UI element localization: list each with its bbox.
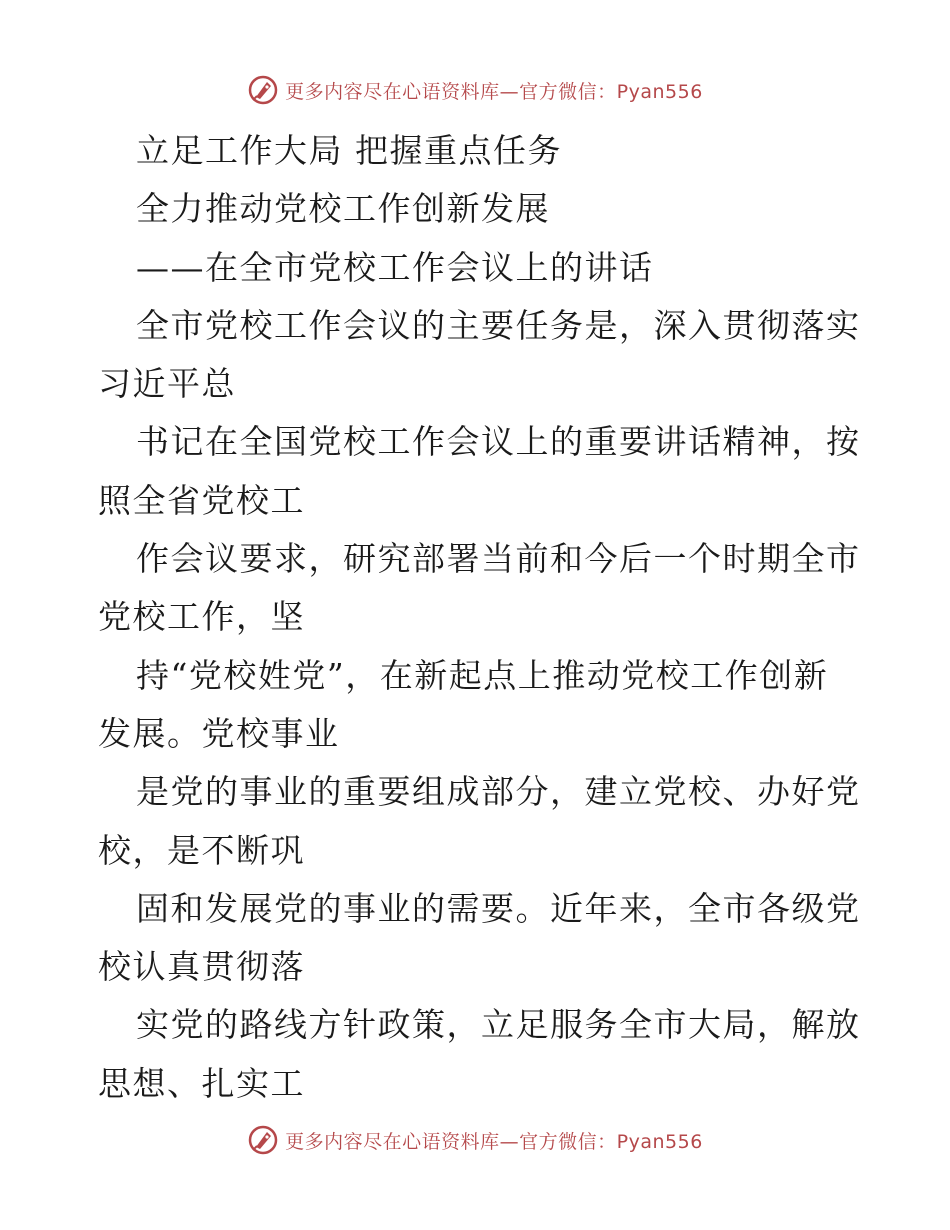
paragraph-line: 实党的路线方针政策，立足服务全市大局，解放: [136, 1005, 861, 1045]
paragraph-line: 党校工作，坚: [98, 597, 305, 637]
pen-nib-circle-icon: [247, 1124, 279, 1156]
paragraph-line: 思想、扎实工: [98, 1063, 305, 1103]
paragraph-line: 是党的事业的重要组成部分，建立党校、办好党: [136, 772, 861, 812]
pen-nib-circle-icon: [247, 74, 279, 106]
watermark-header: [0, 70, 950, 110]
title-line: 立足工作大局 把握重点任务: [136, 131, 562, 170]
subtitle-line: 全力推动党校工作创新发展: [136, 189, 550, 229]
paragraph-line: 发展。党校事业: [98, 713, 340, 753]
paragraph-line: 照全省党校工: [98, 480, 305, 520]
watermark-text: 更多内容尽在心语资料库—官方微信：Pyan556: [285, 80, 703, 103]
speech-caption: ——在全市党校工作会议上的讲话: [136, 247, 654, 287]
paragraph-line: 全市党校工作会议的主要任务是，深入贯彻落实: [136, 305, 861, 345]
watermark-footer: [0, 1120, 950, 1160]
paragraph-line: 书记在全国党校工作会议上的重要讲话精神，按: [136, 422, 861, 462]
paragraph-line: 作会议要求，研究部署当前和今后一个时期全市: [136, 539, 861, 579]
paragraph-line: 持“党校姓党”，在新起点上推动党校工作创新: [136, 655, 829, 695]
document-body: [0, 122, 950, 1113]
paragraph-line: 习近平总: [98, 364, 236, 404]
watermark-text: 更多内容尽在心语资料库—官方微信：Pyan556: [285, 1130, 703, 1153]
paragraph-line: 校，是不断巩: [98, 830, 305, 870]
paragraph-line: 固和发展党的事业的需要。近年来，全市各级党: [136, 888, 861, 928]
paragraph-line: 校认真贯彻落: [98, 947, 305, 987]
